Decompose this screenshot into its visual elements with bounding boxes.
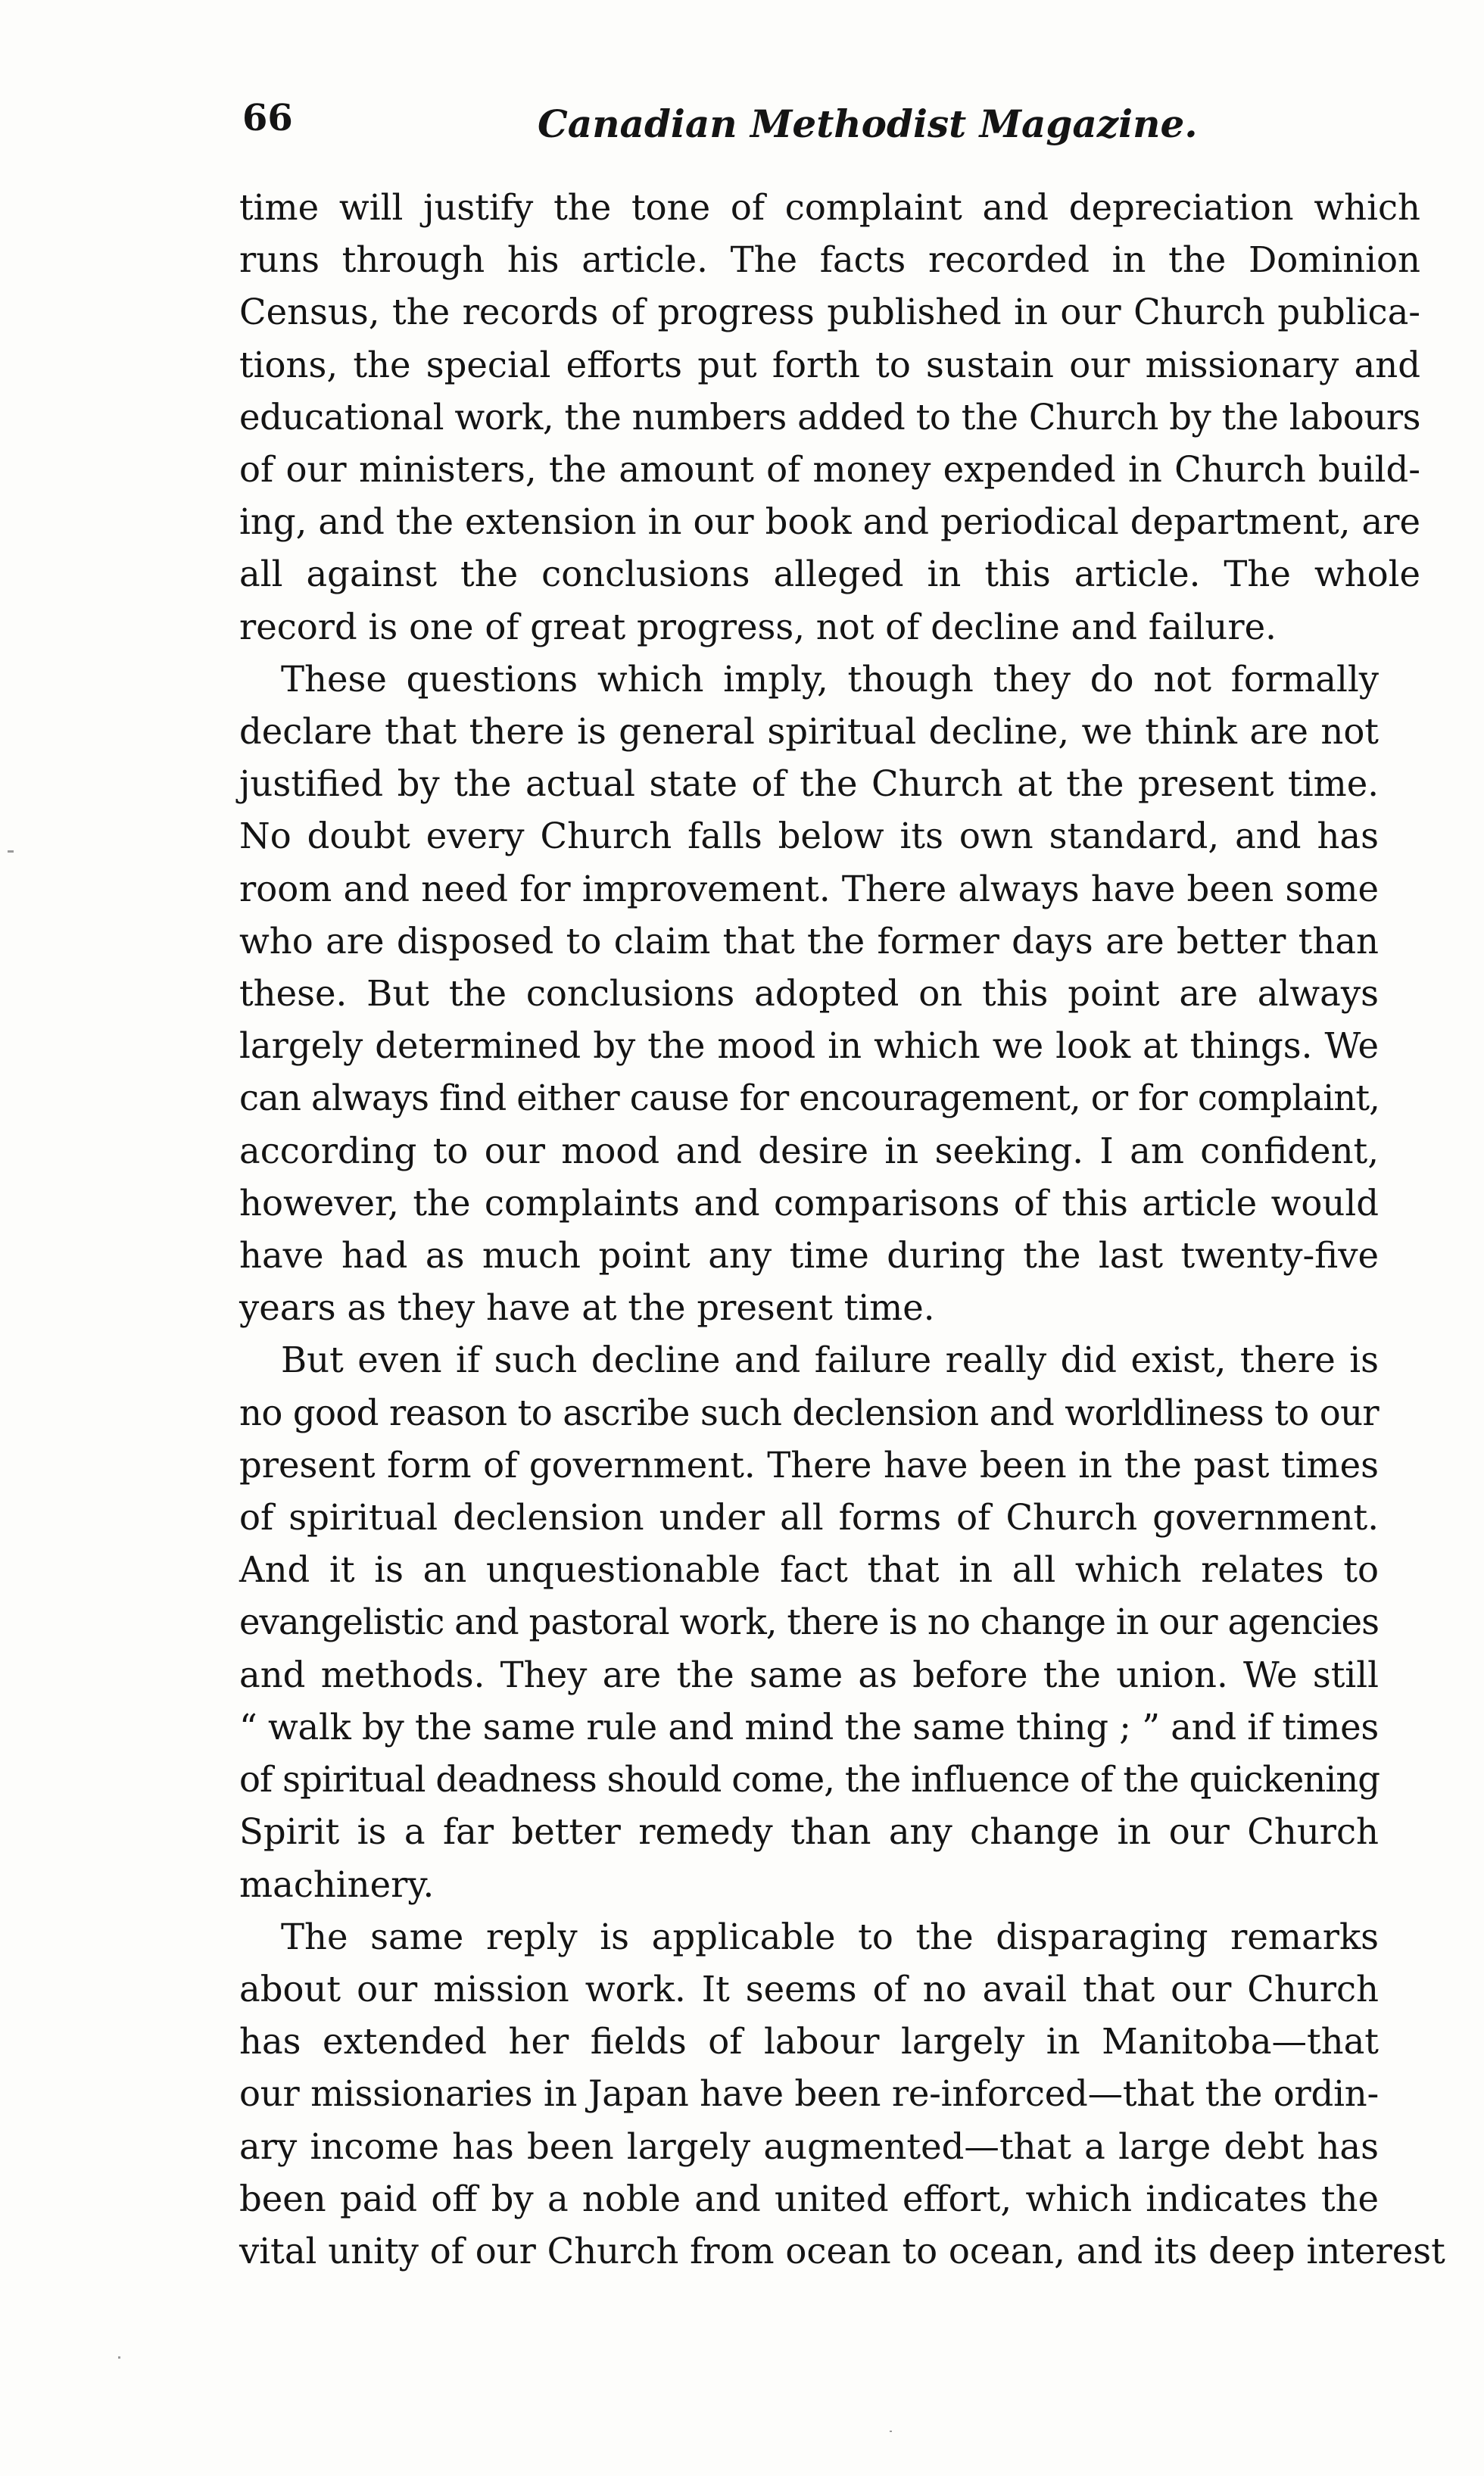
paragraph: [239, 182, 1420, 653]
scan-speck: [8, 850, 14, 853]
scan-speck: [890, 2431, 892, 2432]
text-line: all against the conclusions alleged in this article. The whole: [239, 554, 1420, 595]
text-line: present form of government. There have been in the past times: [239, 1444, 1379, 1486]
text-line: No doubt every Church falls below its own standard, and has: [239, 815, 1379, 857]
text-line: evangelistic and pastoral work, there is no change in our agencies: [239, 1601, 1379, 1643]
text-line: largely determined by the mood in which we look at things. We: [239, 1025, 1379, 1067]
text-line: of spiritual deadness should come, the influence of the quickening: [239, 1759, 1380, 1801]
text-line: who are disposed to claim that the former days are better than: [239, 920, 1379, 962]
text-line: however, the complaints and comparisons of this article would: [239, 1182, 1379, 1224]
paragraph: [239, 653, 1420, 1335]
page-header: [242, 89, 1198, 162]
text-line: can always find either cause for encouragement, or for complaint,: [239, 1077, 1380, 1119]
text-line: ary income has been largely augmented—that a large debt has: [239, 2125, 1379, 2167]
text-line: been paid off by a noble and united effort, which indicates the: [239, 2178, 1379, 2219]
text-line: room and need for improvement. There always have been some: [239, 868, 1379, 909]
text-line: But even if such decline and failure really did exist, there is: [281, 1339, 1379, 1381]
text-line: And it is an unquestionable fact that in all which relates to: [239, 1549, 1379, 1591]
text-line: tions, the special efforts put forth to sustain our missionary and: [239, 344, 1420, 385]
body-text: [239, 182, 1445, 2278]
text-line: about our mission work. It seems of no avail that our Church: [239, 1968, 1379, 2010]
text-line: has extended her fields of labour largely in Manitoba—that: [239, 2021, 1379, 2063]
text-line: “ walk by the same rule and mind the same thing ; ” and if times: [239, 1706, 1379, 1748]
paragraph: [239, 1911, 1445, 2278]
text-line: these. But the conclusions adopted on this point are always: [239, 973, 1379, 1015]
paragraph: [239, 1334, 1420, 1910]
text-line: declare that there is general spiritual decline, we think are not: [239, 711, 1379, 753]
text-line: have had as much point any time during the last twenty-five: [239, 1235, 1379, 1277]
text-line: justified by the actual state of the Church at the present time.: [239, 763, 1379, 805]
text-line: ing, and the extension in our book and periodical department, are: [239, 501, 1420, 543]
text-line: Census, the records of progress published in our Church publica-: [239, 292, 1420, 333]
text-line: of our ministers, the amount of money expended in Church build-: [239, 449, 1420, 491]
text-line: educational work, the numbers added to the Church by the labours: [239, 396, 1420, 438]
running-title: Canadian Methodist Magazine.: [538, 101, 1198, 146]
text-line: according to our mood and desire in seeking. I am confident,: [239, 1130, 1379, 1171]
scan-speck: [118, 2356, 120, 2359]
text-line: runs through his article. The facts recorded in the Dominion: [239, 239, 1420, 281]
text-line: vital unity of our Church from ocean to ocean, and its deep interest: [239, 2230, 1445, 2272]
text-line: machinery.: [239, 1863, 435, 1905]
text-line: no good reason to ascribe such declension and worldliness to our: [239, 1392, 1379, 1433]
text-line: years as they have at the present time.: [239, 1287, 935, 1329]
text-line: Spirit is a far better remedy than any change in our Church: [239, 1811, 1379, 1853]
text-line: These questions which imply, though they do not formally: [281, 658, 1379, 700]
text-line: our missionaries in Japan have been re-inforced—that the ordin-: [239, 2073, 1379, 2115]
text-line: time will justify the tone of complaint and depreciation which: [239, 187, 1420, 228]
text-line: The same reply is applicable to the disparaging remarks: [281, 1916, 1379, 1957]
page-number: 66: [242, 97, 293, 139]
text-line: record is one of great progress, not of decline and failure.: [239, 606, 1277, 647]
text-line: and methods. They are the same as before the union. We still: [239, 1654, 1379, 1695]
text-line: of spiritual declension under all forms of Church government.: [239, 1497, 1379, 1539]
